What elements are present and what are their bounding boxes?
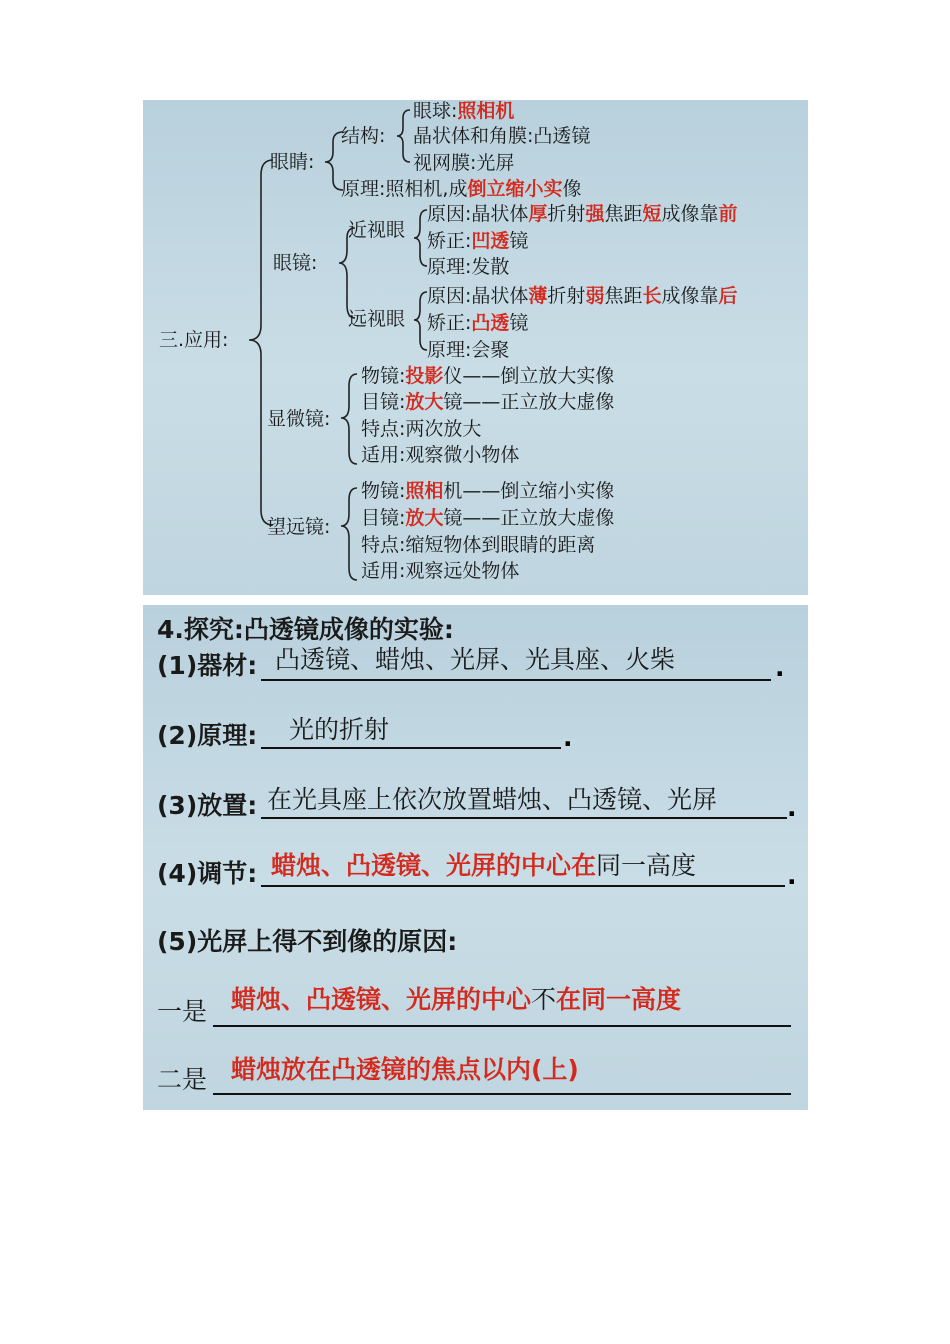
myopia-cause: 原因:晶状体厚折射强焦距短成像靠前 [427, 203, 738, 225]
reason1-answer: 蜡烛、凸透镜、光屏的中心不在同一高度 [231, 985, 682, 1014]
telescope-feature: 特点:缩短物体到眼睛的距离 [361, 534, 596, 556]
root-label: 三.应用: [159, 329, 229, 351]
microscope-objective: 物镜:投影仪——倒立放大实像 [361, 365, 615, 387]
microscope-label: 显微镜: [267, 408, 331, 430]
hyperopia-brace [414, 292, 427, 350]
structure-label: 结构: [341, 125, 386, 147]
q1-label: (1)器材: [157, 651, 258, 680]
hyperopia-correction: 矫正:凸透镜 [427, 312, 529, 334]
q3-label: (3)放置: [157, 791, 258, 820]
telescope-use: 适用:观察远处物体 [361, 560, 520, 582]
reason2-answer: 蜡烛放在凸透镜的焦点以内(上) [231, 1055, 579, 1084]
myopia-correction: 矫正:凹透镜 [427, 230, 529, 252]
myopia-brace [414, 210, 427, 266]
q1-answer: 凸透镜、蜡烛、光屏、光具座、火柴 [275, 645, 676, 674]
reason1-label: 一是 [157, 997, 208, 1026]
hyperopia-cause: 原因:晶状体薄折射弱焦距长成像靠后 [427, 285, 738, 307]
q4-label: (4)调节: [157, 859, 258, 888]
q3-period: . [787, 793, 797, 822]
eye-principle: 原理:照相机,成倒立缩小实像 [341, 178, 582, 200]
reason1-underline [213, 1025, 791, 1027]
slide-convex-lens-experiment [143, 605, 808, 1110]
reason2-underline [213, 1093, 791, 1095]
experiment-title: 4.探究:凸透镜成像的实验: [157, 615, 454, 644]
q2-label: (2)原理: [157, 721, 258, 750]
microscope-feature: 特点:两次放大 [361, 418, 482, 440]
reason2-label: 二是 [157, 1065, 208, 1094]
q2-period: . [563, 723, 573, 752]
microscope-brace [341, 374, 357, 464]
slide-optics-applications [143, 100, 808, 595]
hyperopia-label: 远视眼 [348, 308, 406, 330]
microscope-use: 适用:观察微小物体 [361, 444, 520, 466]
telescope-brace [341, 488, 357, 580]
q2-underline [261, 747, 561, 749]
telescope-label: 望远镜: [267, 516, 331, 538]
myopia-principle: 原理:发散 [427, 256, 510, 278]
q1-underline [261, 679, 771, 681]
glasses-label: 眼镜: [273, 252, 318, 274]
q3-answer: 在光具座上依次放置蜡烛、凸透镜、光屏 [267, 785, 718, 814]
q2-answer: 光的折射 [289, 715, 390, 744]
q4-answer: 蜡烛、凸透镜、光屏的中心在同一高度 [271, 851, 697, 880]
q4-period: . [787, 861, 797, 890]
structure-brace [397, 110, 410, 162]
telescope-eyepiece: 目镜:放大镜——正立放大虚像 [361, 507, 615, 529]
retina-item: 视网膜:光屏 [413, 152, 515, 174]
lens-item: 晶状体和角膜:凸透镜 [413, 125, 591, 147]
microscope-eyepiece: 目镜:放大镜——正立放大虚像 [361, 391, 615, 413]
glasses-brace [339, 228, 355, 318]
q4-underline [261, 885, 785, 887]
root-brace [249, 160, 273, 525]
eye-label: 眼睛: [270, 151, 315, 173]
q1-period: . [775, 653, 785, 682]
hyperopia-principle: 原理:会聚 [427, 339, 510, 361]
q5-label: (5)光屏上得不到像的原因: [157, 927, 458, 956]
myopia-label: 近视眼 [348, 219, 406, 241]
q3-underline [261, 817, 787, 819]
eyeball-item: 眼球:照相机 [413, 100, 515, 122]
telescope-objective: 物镜:照相机——倒立缩小实像 [361, 480, 615, 502]
